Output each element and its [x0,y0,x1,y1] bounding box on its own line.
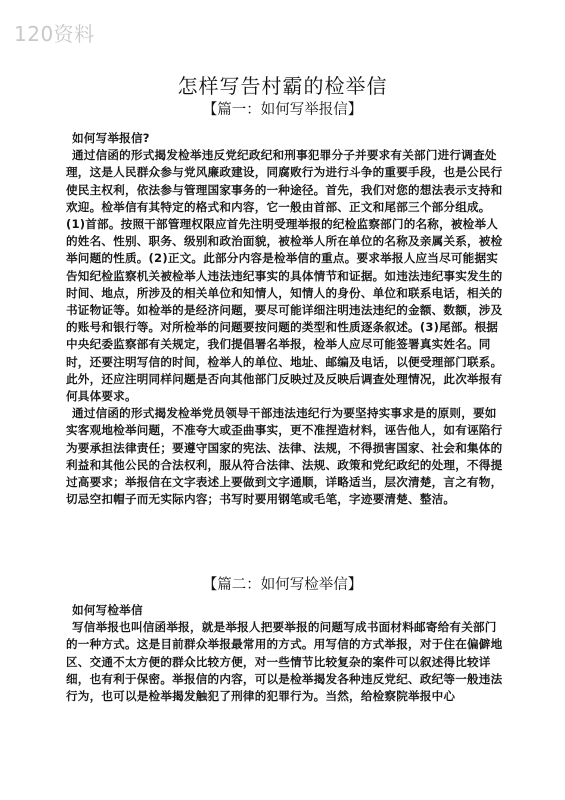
section-one-heading: 如何写举报信? [72,131,150,145]
section-two-paragraph-1: 写信举报也叫信函举报，就是举报人把要举报的问题写成书面材料邮寄给有关部门的一种方式。这是目前群众举报最常用的方式。用写信的方式举报，对于住在偏僻地区、交通不太方便的群众比较方便，对一些情节比较复杂的案件可以叙述得比较详细，也有利于保密。举报信的内容，可以是检举揭发各种违反党纪、政纪等一般违法行为，也可以是检举揭发触犯了刑律的犯罪行为。当然，给检察院举报中心 [66,620,503,704]
section-two-title: 【篇二：如何写检举信】 [202,577,363,593]
section-one-paragraph-2: 通过信函的形式揭发检举党员领导干部违法违纪行为要坚持实事求是的原则，要如实客观地检举问题，不准夸大或歪曲事实，更不准捏造材料，诬告他人，如有诬陷行为要承担法律责任；要遵守国家的宪法、法律、法规，不得损害国家、社会和集体的利益和其他公民的合法权利，服从符合法律、法规、政策和党纪政纪的处理，不得提过高要求；举报信在文字表述上要做到文字通顺，详略适当，层次清楚，言之有物，切忌空扣帽子而无实际内容；书写时要用钢笔或毛笔，字迹要清楚、整洁。 [66,406,503,507]
section-one-title: 【篇一：如何写举报信】 [202,102,363,118]
section-two-body [66,602,506,705]
section-two-heading: 如何写检举信 [72,603,143,617]
document-title: 怎样写告村霸的检举信 [177,74,388,98]
watermark-logo: 120资料 [14,22,95,46]
section-one-paragraph-1: 通过信函的形式揭发检举违反党纪政纪和刑事犯罪分子并要求有关部门进行调查处理，这是人民群众参与党风廉政建设，同腐败行为进行斗争的重要手段，也是公民行使民主权利，依法参与管理国家事务的一种途径。首先，我们对您的想法表示支持和欢迎。检举信有其特定的格式和内容，它一般由首部、正文和尾部三个部分组成。(1)首部。按照干部管理权限应首先注明受理举报的纪检监察部门的名称，被检举人的姓名、性别、职务、级别和政治面貌，被检举人所在单位的名称及亲属关系，被检举问题的性质。(2)正文。此部分内容是检举信的重点。要求举报人应当尽可能据实告知纪检监察机关被检举人违法违纪事实的具体情节和证据。如违法违纪事实发生的时间、地点，所涉及的相关单位和知情人，知情人的身份、单位和联系电话，相关的书证物证等。如检举的是经济问题，要尽可能详细注明违法违纪的金额、数额，涉及的账号和银行等。对所检举的问题要按问题的类型和性质逐条叙述。(3)尾部。根据中央纪委监察部有关规定，我们提倡署名举报，检举人应尽可能签署真实姓名。同时，还要注明写信的时间，检举人的单位、地址、邮编及电话，以便受理部门联系。此外，还应注明同样问题是否向其他部门反映过及反映后调查处理情况，此次举报有何具体要求。 [66,148,503,404]
section-one-body [66,130,506,508]
